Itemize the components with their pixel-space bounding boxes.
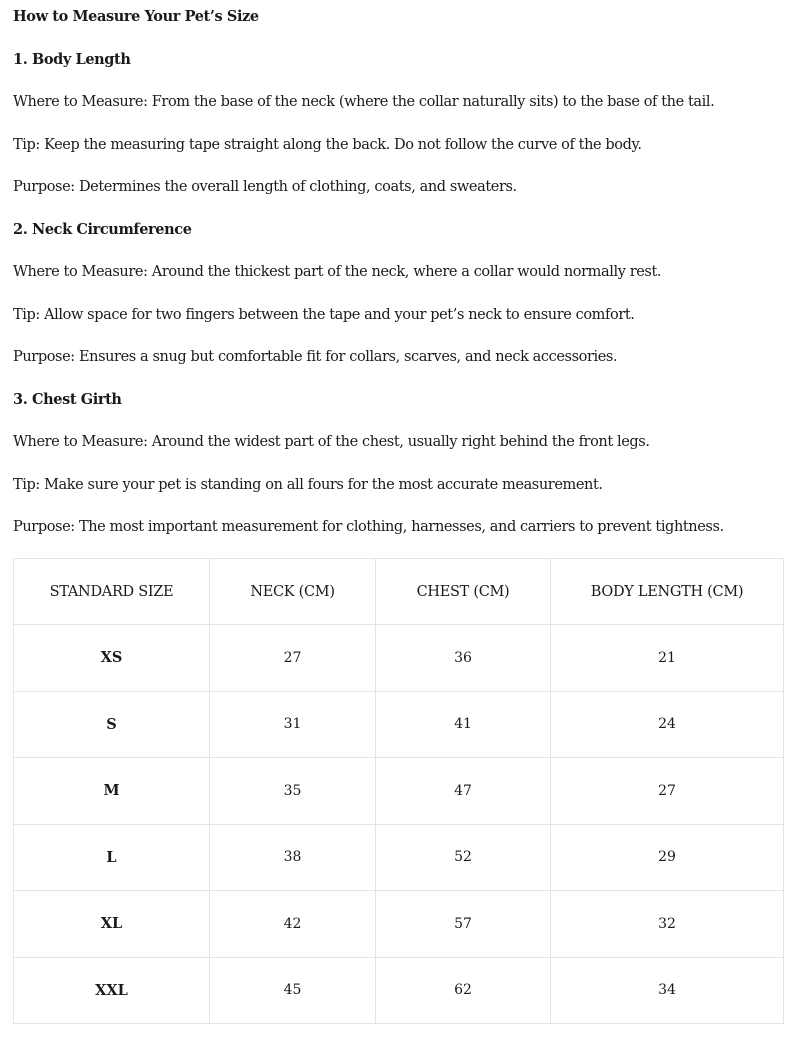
size-cell: S — [14, 691, 210, 758]
header-standard-size: STANDARD SIZE — [14, 559, 210, 625]
neck-cell: 31 — [210, 691, 376, 758]
table-row — [14, 625, 784, 692]
section-heading-body-length: 1. Body Length — [13, 51, 131, 68]
section-heading-neck-circumference: 2. Neck Circumference — [13, 221, 192, 238]
table-header-row — [14, 559, 784, 625]
body-length-cell: 27 — [551, 758, 784, 825]
size-cell: XS — [14, 625, 210, 692]
size-chart-table — [13, 558, 784, 1024]
table-row — [14, 891, 784, 958]
chest-tip-text: Tip: Make sure your pet is standing on all fours for the most accurate measurement. — [13, 477, 603, 493]
body-length-where-text: Where to Measure: From the base of the neck (where the collar naturally sits) to the base of the tail. — [13, 94, 715, 110]
neck-purpose-text: Purpose: Ensures a snug but comfortable fit for collars, scarves, and neck accessories. — [13, 349, 618, 365]
section-heading-chest-girth: 3. Chest Girth — [13, 391, 122, 408]
neck-cell: 42 — [210, 891, 376, 958]
table-row — [14, 758, 784, 825]
chest-cell: 57 — [376, 891, 551, 958]
body-length-cell: 21 — [551, 625, 784, 692]
header-chest: CHEST (CM) — [376, 559, 551, 625]
chest-cell: 52 — [376, 824, 551, 891]
size-cell: L — [14, 824, 210, 891]
neck-cell: 27 — [210, 625, 376, 692]
body-length-cell: 29 — [551, 824, 784, 891]
neck-cell: 35 — [210, 758, 376, 825]
neck-cell: 38 — [210, 824, 376, 891]
chest-where-text: Where to Measure: Around the widest part of the chest, usually right behind the front legs. — [13, 434, 650, 450]
chest-cell: 47 — [376, 758, 551, 825]
page-title: How to Measure Your Pet’s Size — [13, 8, 259, 25]
header-body-length: BODY LENGTH (CM) — [551, 559, 784, 625]
size-cell: M — [14, 758, 210, 825]
neck-cell: 45 — [210, 957, 376, 1024]
neck-where-text: Where to Measure: Around the thickest part of the neck, where a collar would normally rest. — [13, 264, 662, 280]
body-length-purpose-text: Purpose: Determines the overall length of clothing, coats, and sweaters. — [13, 179, 517, 195]
table-row — [14, 824, 784, 891]
body-length-cell: 24 — [551, 691, 784, 758]
chest-cell: 36 — [376, 625, 551, 692]
chest-purpose-text: Purpose: The most important measurement for clothing, harnesses, and carriers to prevent tightness. — [13, 519, 724, 535]
body-length-tip-text: Tip: Keep the measuring tape straight along the back. Do not follow the curve of the body. — [13, 137, 642, 153]
body-length-cell: 32 — [551, 891, 784, 958]
header-neck: NECK (CM) — [210, 559, 376, 625]
chest-cell: 62 — [376, 957, 551, 1024]
table-row — [14, 957, 784, 1024]
neck-tip-text: Tip: Allow space for two fingers between the tape and your pet’s neck to ensure comfort. — [13, 307, 635, 323]
size-cell: XXL — [14, 957, 210, 1024]
table-row — [14, 691, 784, 758]
size-cell: XL — [14, 891, 210, 958]
chest-cell: 41 — [376, 691, 551, 758]
body-length-cell: 34 — [551, 957, 784, 1024]
